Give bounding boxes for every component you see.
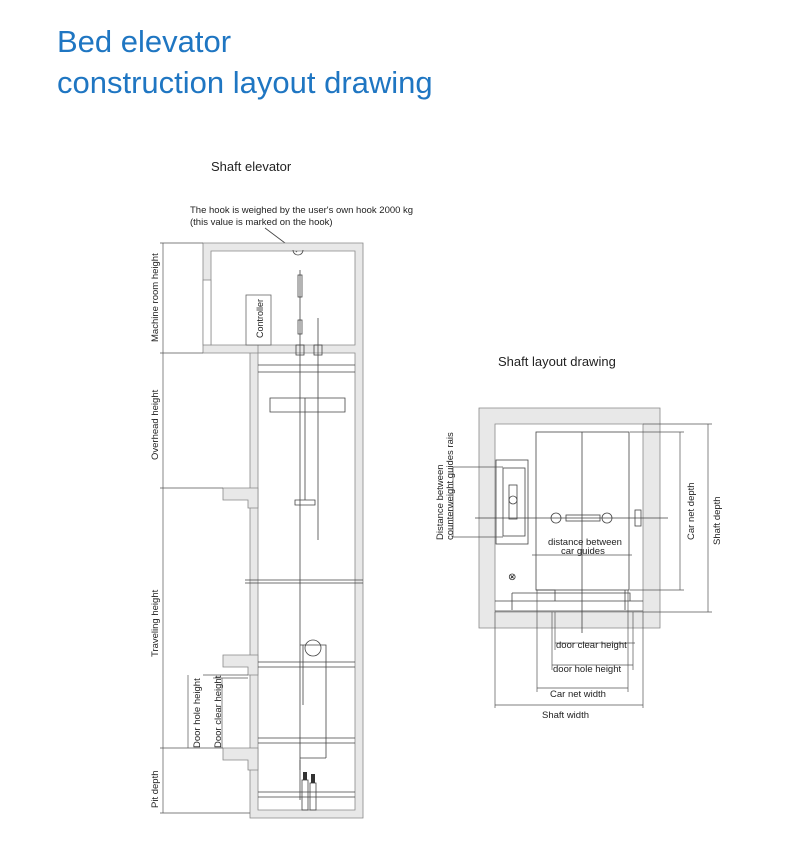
door-clear-label: door clear height	[556, 640, 627, 651]
car-net-depth-label: Car net depth	[686, 482, 697, 540]
buffer-icon: ⊗	[508, 572, 517, 583]
car-guides-label-1: distance between	[548, 537, 622, 548]
hook-note-line-1: The hook is weighed by the user's own hook 2000 kg	[190, 205, 414, 216]
car-guides-label-2: car guides	[561, 546, 605, 557]
dim-overhead-height: Overhead height	[150, 389, 161, 460]
car	[536, 432, 629, 590]
shaft-layout-title: Shaft layout drawing	[498, 354, 616, 369]
shaft-elevator-title: Shaft elevator	[211, 159, 292, 174]
page-title-line-2: construction layout drawing	[57, 65, 433, 100]
page-title-line-1: Bed elevator	[57, 24, 232, 59]
dim-traveling-height: Traveling height	[150, 589, 161, 657]
shaft-width-label: Shaft width	[542, 710, 589, 721]
door-hole-label: door hole height	[553, 664, 622, 675]
hook-note-line-2: (this value is marked on the hook)	[190, 217, 333, 228]
dim-pit-depth: Pit depth	[150, 770, 161, 808]
dim-door-hole-height: Door hole height	[192, 678, 203, 748]
dim-door-clear-height: Door clear height	[213, 675, 224, 748]
shaft-depth-label: Shaft depth	[712, 496, 723, 545]
shaft-layout-plan	[435, 354, 723, 721]
car-net-width-label: Car net width	[550, 689, 606, 700]
dim-machine-room-height: Machine room height	[150, 253, 161, 342]
shaft-elevator-section	[150, 159, 413, 818]
cw-guides-label-2: counterweight guides rais	[445, 432, 456, 540]
cw-guides-label-1: Distance between	[435, 464, 446, 540]
controller-label: Controller	[255, 298, 265, 338]
